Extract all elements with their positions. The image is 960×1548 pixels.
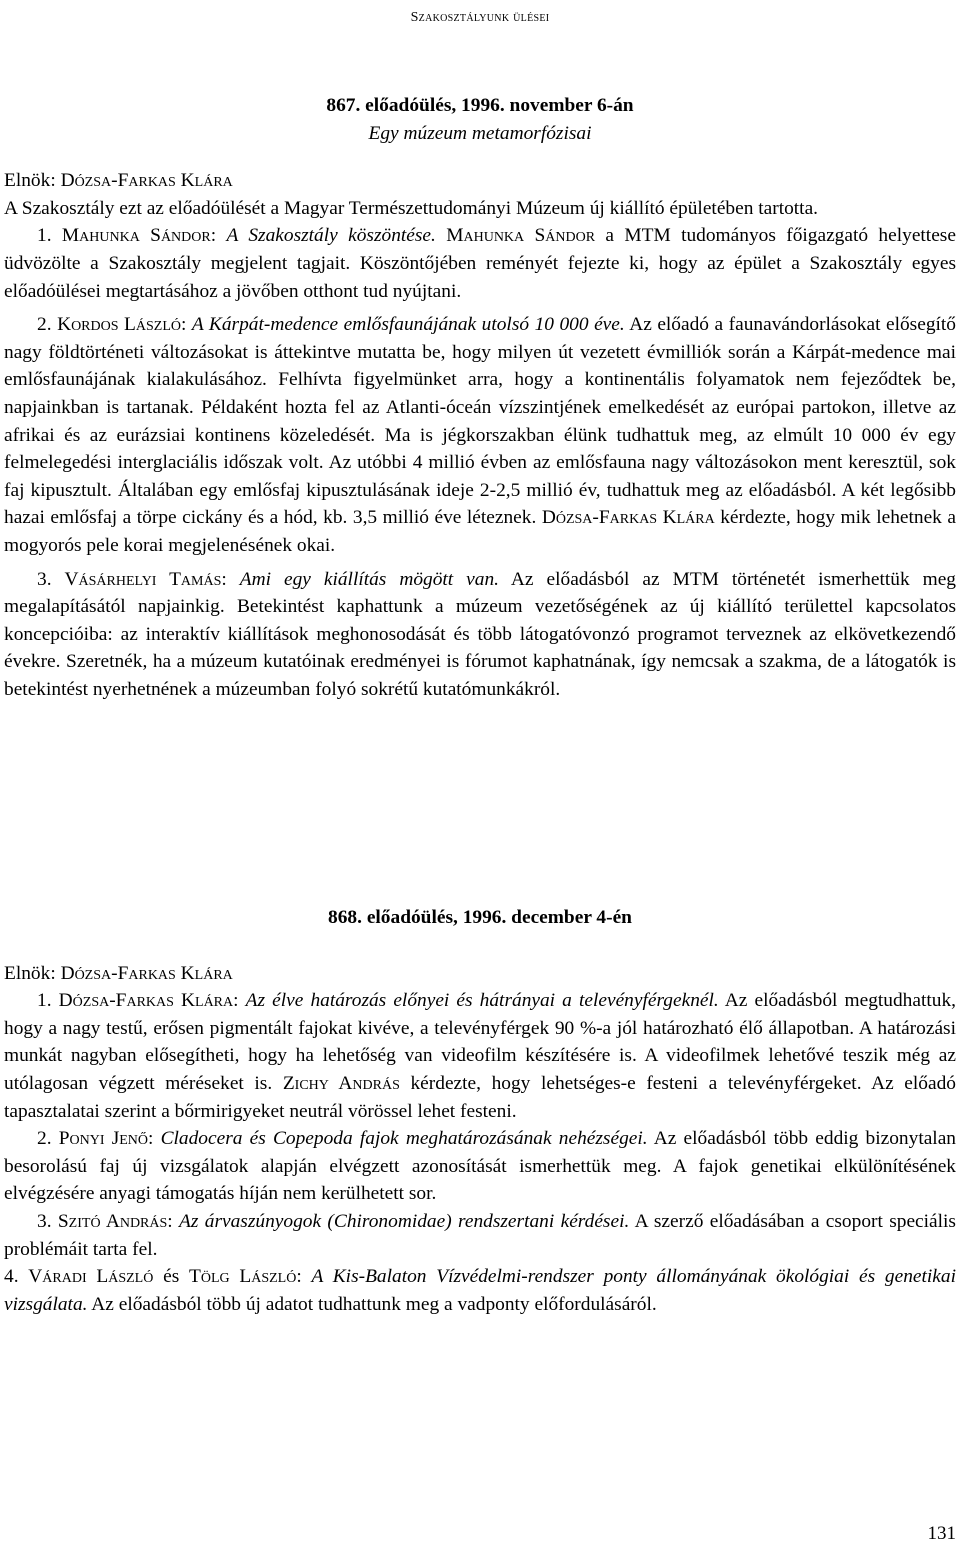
- separator: :: [233, 990, 246, 1012]
- item-number: 3.: [37, 1210, 58, 1232]
- lecture-item: [4, 1125, 956, 1208]
- lecture-summary: A szerző előadásában a csoport speciális problémáit tarta fel.: [4, 1210, 956, 1260]
- lecture-summary: Az előadó a faunavándorlásokat elősegítő nagy földtörténeti változásokat is áttekintve mutatta be, hogy milyen út vezetett évmilliók során a Kárpát-medence mai emlősfaunájának kialakulásához. Felhívta figyelmünket arra, hogy a kontinentális folyamatok nem fejeződtek be, napjainkban is tartanak. Példaként hozta fel az Atlanti-óceán vízszintjének emelkedését az európai partokon, illetve az afrikai és az eurázsiai kontinens közeledését. Ma is jégkorszakban élünk tudhattuk meg, az elmúlt 10 000 év egy felmelegedési interglaciális időszak volt. Az utóbbi 4 millió évben az emlősfauna nagy változásokon ment keresztül, sok faj kipusztult. Általában egy emlősfaj kipusztulásának ideje 2-2,5 millió év, tudhattuk meg az előadásból. A két legősibb hazai emlősfaj a törpe cickány és a hód, kb. 3,5 millió éve léteznek.: [4, 314, 956, 529]
- item-number: 4.: [4, 1266, 29, 1288]
- session-868: [4, 904, 956, 1318]
- lecture-item: [4, 1263, 956, 1318]
- lecture-title: Az árvaszúnyogok (Chironomidae) rendszertani kérdései.: [179, 1210, 630, 1232]
- lecture-title: A Szakosztály köszöntése.: [226, 225, 436, 247]
- chair-name: Dózsa-Farkas Klára: [60, 962, 233, 984]
- lecture-item: [4, 1208, 956, 1263]
- session-intro: A Szakosztály ezt az előadóülését a Magyar Természettudományi Múzeum új kiállító épületében tartotta.: [4, 197, 819, 219]
- inline-person-name: Dózsa-Farkas Klára: [541, 507, 715, 529]
- running-head: Szakosztályunk ülései: [410, 10, 550, 25]
- speaker-name-2: Tölg László: [189, 1266, 297, 1288]
- separator: :: [221, 568, 240, 590]
- speaker-name: Vásárhelyi Tamás: [64, 568, 222, 590]
- speaker-name: Váradi László: [28, 1266, 154, 1288]
- chair-name: Dózsa-Farkas Klára: [60, 170, 233, 192]
- lecture-summary-cont: kérdezte, hogy mik lehetnek a mogyorós pele korai megjelenésének okai.: [4, 507, 956, 556]
- separator: :: [148, 1128, 161, 1150]
- inline-person-name: Zichy András: [282, 1072, 400, 1094]
- separator: :: [210, 225, 227, 247]
- spacer-text: [436, 225, 446, 246]
- session-chair: [4, 167, 956, 195]
- inline-person-name: Mahunka Sándor: [446, 225, 596, 247]
- lecture-title: Ami egy kiállítás mögött van.: [239, 568, 500, 590]
- separator: :: [296, 1266, 312, 1288]
- lecture-title: Cladocera és Copepoda fajok meghatározásának nehézségei.: [160, 1128, 648, 1150]
- lecture-summary: Az előadásból megtudhattuk, hogy a nagy testű, erősen pigmentált fajokat kivéve, a televényférgek 90 %-a jól határozható élő állapotban. A határozási munkát nagyban elősegítheti, hogy ha lehetőség van videofilm készítésére is. A videofilmek lehetővé teszik még az utólagosan végzett méréseket is.: [4, 990, 956, 1094]
- speaker-name: Kordos László: [57, 314, 181, 336]
- speaker-name: Mahunka Sándor: [61, 225, 211, 247]
- chair-label: Elnök:: [4, 170, 61, 192]
- lecture-summary-cont: kérdezte, hogy lehetséges-e festeni a televényférgeket. Az előadó tapasztalatai szerint a bőrmirigyeket neutrál vörössel lehet festeni.: [4, 1072, 956, 1122]
- item-number: 2.: [37, 1128, 59, 1150]
- item-number: 1.: [37, 225, 62, 247]
- lecture-title: A Kárpát-medence emlősfaunájának utolsó 10 000 éve.: [191, 314, 625, 336]
- session-title: 868. előadóülés, 1996. december 4-én: [328, 907, 632, 928]
- speaker-name: Szitó András: [57, 1210, 168, 1232]
- lecture-title: Az élve határozás előnyei és hátrányai a televényférgeknél.: [245, 990, 719, 1012]
- lecture-summary: a MTM tudományos főigazgató helyettese üdvözölte a Szakosztály megjelent tagjait. Köszöntőjében reményét fejezte ki, hogy az épület a Szakosztály egyes előadóülései megtartásához a jövőben otthont tud nyújtani.: [4, 225, 956, 302]
- session-chair: [4, 960, 956, 988]
- item-number: 1.: [37, 990, 59, 1012]
- lecture-item: [4, 311, 956, 559]
- separator: :: [181, 314, 192, 336]
- lecture-item: [4, 987, 956, 1125]
- speaker-name: Dózsa-Farkas Klára: [58, 990, 234, 1012]
- speaker-name: Ponyi Jenő: [58, 1128, 149, 1150]
- item-number: 3.: [37, 568, 65, 590]
- chair-label: Elnök:: [4, 962, 61, 984]
- session-867: [4, 92, 956, 703]
- session-subtitle: Egy múzeum metamorfózisai: [368, 122, 592, 144]
- lecture-item: [4, 222, 956, 305]
- item-number: 2.: [37, 314, 58, 336]
- lecture-summary: Az előadásból több új adatot tudhattunk meg a vadponty előfordulásáról.: [87, 1293, 657, 1315]
- lecture-summary: Az előadásból az MTM történetét ismerhettük meg megalapításától napjainkig. Betekintést kaphattunk a múzeum vezetőségének az új kiállító területtel kapcsolatos koncepcióiba: az interaktív kiállítások meghonosodását és több látogatóvonzó programot terveznek az elkövetkezendő évekre. Szeretnék, ha a múzeum kutatóinak eredményei is fórumot kaphatnának, így nemcsak a szakma, de a látogatók is betekintést nyerhetnének a múzeumban folyó sokrétű kutatómunkákról.: [4, 568, 956, 700]
- lecture-item: [4, 566, 956, 704]
- lecture-summary: Az előadásból több eddig bizonytalan besorolású faj új vizsgálatok alapján elvégzett azonosítását ismerhettük meg. A fajok genetikai elkülönítésének elvégzésére anyagi támogatás híján nem kerülhetett sor.: [4, 1128, 956, 1205]
- page-number: 131: [927, 1523, 956, 1544]
- session-title: 867. előadóülés, 1996. november 6-án: [326, 95, 634, 116]
- separator: :: [167, 1210, 180, 1232]
- speaker-joiner: és: [153, 1266, 190, 1288]
- lecture-title: A Kis-Balaton Vízvédelmi-rendszer ponty állományának ökológiai és genetikai vizsgálata.: [4, 1266, 956, 1315]
